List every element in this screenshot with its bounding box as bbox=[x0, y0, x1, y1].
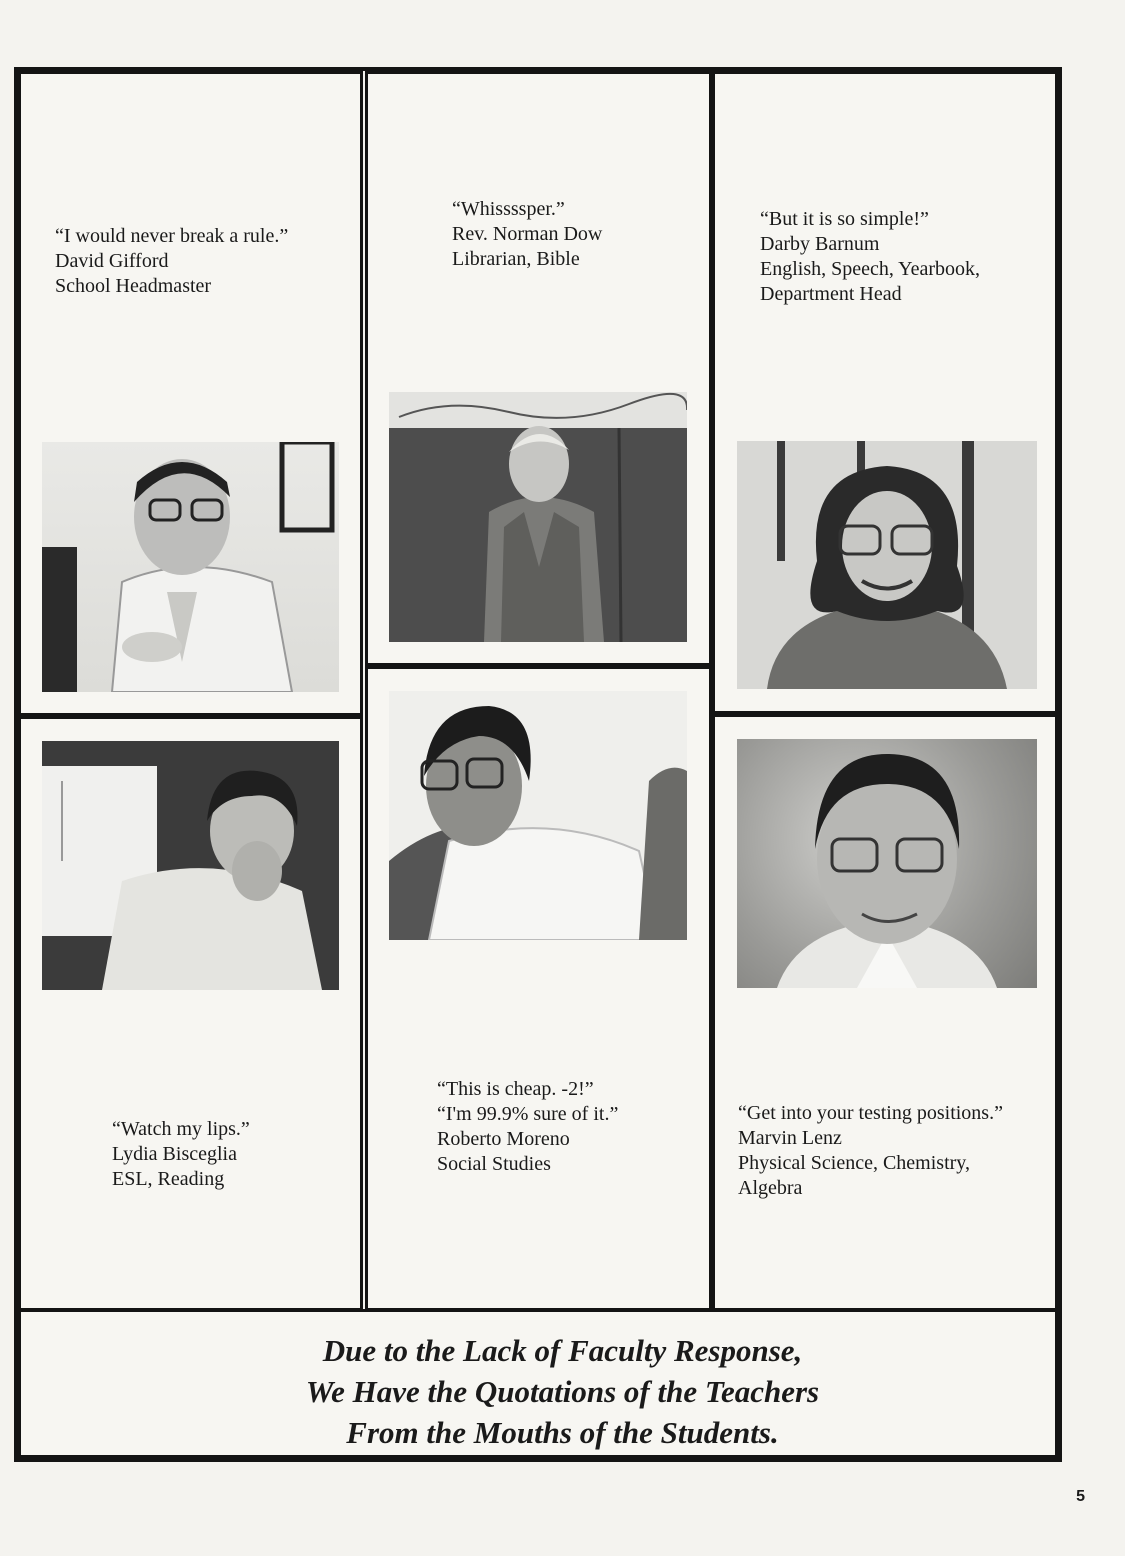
teacher-name: Darby Barnum bbox=[760, 233, 880, 255]
teacher-role: English, Speech, Yearbook, bbox=[760, 258, 980, 280]
teacher-role: ESL, Reading bbox=[112, 1168, 225, 1190]
footer-line: We Have the Quotations of the Teachers bbox=[305, 1374, 820, 1409]
quote: “Get into your testing positions.” bbox=[738, 1102, 1003, 1124]
photo-david-gifford bbox=[42, 442, 339, 692]
quote: “Whissssper.” bbox=[452, 198, 565, 220]
teacher-name: Lydia Bisceglia bbox=[112, 1143, 237, 1165]
caption-lydia-bisceglia bbox=[112, 1117, 250, 1192]
teacher-role: Social Studies bbox=[437, 1153, 551, 1175]
teacher-name: Roberto Moreno bbox=[437, 1128, 570, 1150]
caption-david-gifford bbox=[55, 224, 288, 299]
teacher-role: Physical Science, Chemistry, bbox=[738, 1152, 970, 1174]
footer-statement bbox=[0, 1330, 1125, 1453]
caption-norman-dow bbox=[452, 197, 602, 272]
caption-roberto-moreno bbox=[437, 1077, 618, 1177]
teacher-role: School Headmaster bbox=[55, 275, 212, 297]
quote: “I'm 99.9% sure of it.” bbox=[437, 1103, 619, 1125]
quote: “I would never break a rule.” bbox=[55, 225, 289, 247]
photo-marvin-lenz bbox=[737, 739, 1037, 988]
photo-norman-dow bbox=[389, 392, 687, 642]
photo-darby-barnum bbox=[737, 441, 1037, 689]
footer-line: Due to the Lack of Faculty Response, bbox=[322, 1333, 803, 1368]
photo-lydia-bisceglia bbox=[42, 741, 339, 990]
footer-line: From the Mouths of the Students. bbox=[346, 1415, 779, 1450]
quote: “Watch my lips.” bbox=[112, 1118, 250, 1140]
teacher-name: Marvin Lenz bbox=[738, 1127, 842, 1149]
photo-roberto-moreno bbox=[389, 691, 687, 940]
teacher-role: Algebra bbox=[738, 1177, 803, 1199]
teacher-role: Librarian, Bible bbox=[452, 248, 580, 270]
caption-darby-barnum bbox=[760, 207, 980, 307]
page-number: 5 bbox=[1076, 1488, 1085, 1505]
teacher-role: Department Head bbox=[760, 283, 902, 305]
caption-marvin-lenz bbox=[738, 1101, 1003, 1201]
quote: “But it is so simple!” bbox=[760, 208, 929, 230]
teacher-name: Rev. Norman Dow bbox=[452, 223, 603, 245]
quote: “This is cheap. -2!” bbox=[437, 1078, 594, 1100]
teacher-name: David Gifford bbox=[55, 250, 169, 272]
